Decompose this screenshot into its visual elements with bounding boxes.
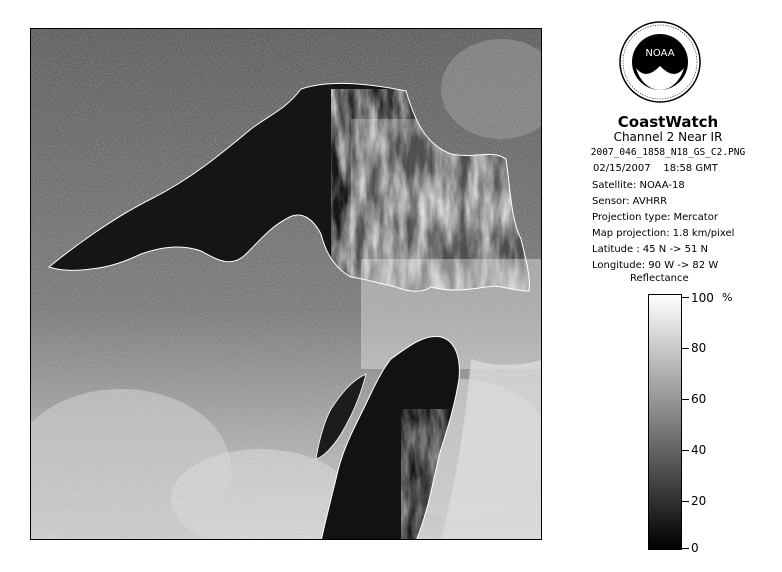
info-latitude: Latitude : 45 N -> 51 N <box>592 244 708 255</box>
colorbar-tick-label: 80 <box>691 341 707 355</box>
colorbar-tick <box>682 501 689 502</box>
colorbar-title: Reflectance <box>630 273 689 284</box>
info-satellite: Satellite: NOAA-18 <box>592 180 685 191</box>
image-filename: 2007_046_1858_N18_GS_C2.PNG <box>590 147 746 158</box>
colorbar-tick <box>682 548 689 549</box>
info-map-projection: Map projection: 1.8 km/pixel <box>592 228 735 239</box>
noaa-logo <box>618 20 702 104</box>
channel-label: Channel 2 Near IR <box>613 130 723 144</box>
colorbar-tick-label: 40 <box>691 443 707 457</box>
colorbar-tick-label: 100 <box>691 291 714 305</box>
colorbar-tick <box>682 297 689 298</box>
colorbar-tick <box>682 450 689 451</box>
info-longitude: Longitude: 90 W -> 82 W <box>592 260 719 271</box>
colorbar-tick-label: 0 <box>691 541 699 555</box>
satellite-image <box>30 28 542 540</box>
colorbar-tick-label: 60 <box>691 392 707 406</box>
app-title: CoastWatch <box>617 113 719 131</box>
logo-text: NOAA <box>645 48 675 59</box>
colorbar-unit: % <box>722 291 733 304</box>
info-sensor: Sensor: AVHRR <box>592 196 668 207</box>
info-projection-type: Projection type: Mercator <box>592 212 718 223</box>
colorbar-tick <box>682 399 689 400</box>
image-datetime: 02/15/2007 18:58 GMT <box>593 163 718 174</box>
colorbar-tick-label: 20 <box>691 494 707 508</box>
colorbar-tick <box>682 348 689 349</box>
reflectance-colorbar <box>648 294 682 550</box>
